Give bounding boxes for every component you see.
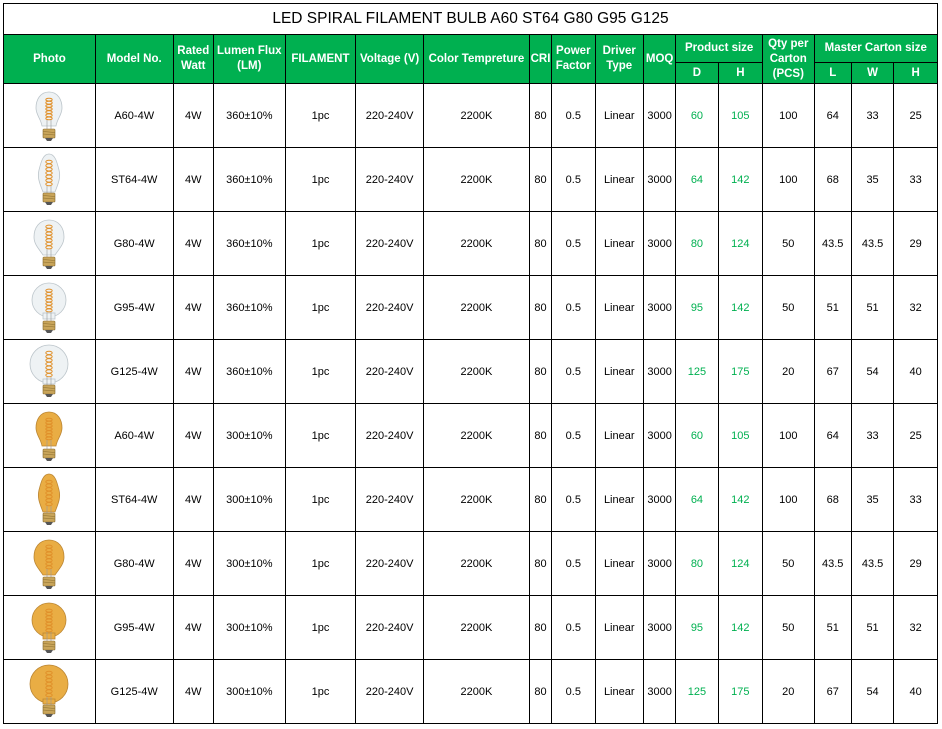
watt-cell: 4W: [173, 148, 213, 212]
moq-cell: 3000: [643, 84, 675, 148]
header-product-h: H: [718, 63, 762, 84]
qty-cell: 100: [763, 148, 814, 212]
product-h-cell: 142: [718, 276, 762, 340]
filament-cell: 1pc: [285, 276, 356, 340]
header-lumen: Lumen Flux (LM): [213, 35, 285, 84]
carton-h-cell: 40: [894, 340, 938, 404]
model-cell: A60-4W: [95, 404, 173, 468]
voltage-cell: 220-240V: [356, 660, 424, 724]
voltage-cell: 220-240V: [356, 148, 424, 212]
carton-h-cell: 32: [894, 276, 938, 340]
watt-cell: 4W: [173, 84, 213, 148]
driver-type-cell: Linear: [595, 660, 643, 724]
qty-cell: 20: [763, 660, 814, 724]
bulb-photo-icon: [26, 472, 72, 528]
moq-cell: 3000: [643, 276, 675, 340]
carton-l-cell: 51: [814, 276, 851, 340]
carton-w-cell: 43.5: [851, 532, 893, 596]
color-temp-cell: 2200K: [423, 212, 529, 276]
spec-table: [3, 3, 938, 724]
color-temp-cell: 2200K: [423, 468, 529, 532]
bulb-photo-icon: [26, 216, 72, 272]
lumen-cell: 300±10%: [213, 404, 285, 468]
qty-cell: 50: [763, 532, 814, 596]
lumen-cell: 360±10%: [213, 340, 285, 404]
photo-cell: [4, 148, 96, 212]
bulb-photo-icon: [26, 344, 72, 400]
model-cell: ST64-4W: [95, 148, 173, 212]
model-cell: A60-4W: [95, 84, 173, 148]
product-h-cell: 142: [718, 596, 762, 660]
bulb-photo-icon: [26, 152, 72, 208]
cri-cell: 80: [529, 276, 551, 340]
product-h-cell: 124: [718, 532, 762, 596]
qty-cell: 50: [763, 212, 814, 276]
qty-cell: 100: [763, 468, 814, 532]
product-h-cell: 105: [718, 84, 762, 148]
watt-cell: 4W: [173, 212, 213, 276]
voltage-cell: 220-240V: [356, 404, 424, 468]
cri-cell: 80: [529, 660, 551, 724]
carton-l-cell: 51: [814, 596, 851, 660]
color-temp-cell: 2200K: [423, 276, 529, 340]
carton-l-cell: 43.5: [814, 532, 851, 596]
product-d-cell: 80: [676, 212, 718, 276]
power-factor-cell: 0.5: [552, 340, 595, 404]
cri-cell: 80: [529, 404, 551, 468]
cri-cell: 80: [529, 84, 551, 148]
filament-cell: 1pc: [285, 148, 356, 212]
cri-cell: 80: [529, 148, 551, 212]
driver-type-cell: Linear: [595, 212, 643, 276]
product-d-cell: 80: [676, 532, 718, 596]
filament-cell: 1pc: [285, 660, 356, 724]
bulb-photo-icon: [26, 408, 72, 464]
header-carton-h: H: [894, 63, 938, 84]
qty-cell: 100: [763, 84, 814, 148]
header-color-temp: Color Tempreture: [423, 35, 529, 84]
bulb-photo-icon: [26, 88, 72, 144]
product-h-cell: 175: [718, 340, 762, 404]
header-product-size: Product size: [676, 35, 763, 63]
power-factor-cell: 0.5: [552, 596, 595, 660]
header-qty-per-carton: Qty per Carton (PCS): [763, 35, 814, 84]
voltage-cell: 220-240V: [356, 276, 424, 340]
product-h-cell: 105: [718, 404, 762, 468]
table-row: [4, 84, 938, 148]
model-cell: G80-4W: [95, 532, 173, 596]
model-cell: ST64-4W: [95, 468, 173, 532]
qty-cell: 50: [763, 276, 814, 340]
lumen-cell: 360±10%: [213, 84, 285, 148]
photo-cell: [4, 660, 96, 724]
photo-cell: [4, 84, 96, 148]
photo-cell: [4, 532, 96, 596]
voltage-cell: 220-240V: [356, 212, 424, 276]
filament-cell: 1pc: [285, 404, 356, 468]
cri-cell: 80: [529, 340, 551, 404]
power-factor-cell: 0.5: [552, 468, 595, 532]
carton-h-cell: 33: [894, 148, 938, 212]
model-cell: G80-4W: [95, 212, 173, 276]
carton-w-cell: 35: [851, 148, 893, 212]
carton-l-cell: 43.5: [814, 212, 851, 276]
carton-w-cell: 35: [851, 468, 893, 532]
driver-type-cell: Linear: [595, 148, 643, 212]
spec-sheet: [3, 3, 938, 724]
moq-cell: 3000: [643, 404, 675, 468]
watt-cell: 4W: [173, 276, 213, 340]
model-cell: G95-4W: [95, 596, 173, 660]
power-factor-cell: 0.5: [552, 84, 595, 148]
header-power-factor: Power Factor: [552, 35, 595, 84]
moq-cell: 3000: [643, 340, 675, 404]
filament-cell: 1pc: [285, 596, 356, 660]
photo-cell: [4, 340, 96, 404]
driver-type-cell: Linear: [595, 468, 643, 532]
color-temp-cell: 2200K: [423, 84, 529, 148]
color-temp-cell: 2200K: [423, 148, 529, 212]
driver-type-cell: Linear: [595, 276, 643, 340]
table-row: [4, 212, 938, 276]
cri-cell: 80: [529, 212, 551, 276]
filament-cell: 1pc: [285, 212, 356, 276]
product-d-cell: 125: [676, 340, 718, 404]
lumen-cell: 360±10%: [213, 276, 285, 340]
voltage-cell: 220-240V: [356, 340, 424, 404]
cri-cell: 80: [529, 596, 551, 660]
voltage-cell: 220-240V: [356, 468, 424, 532]
header-cri: CRI: [529, 35, 551, 84]
header-watt: Rated Watt: [173, 35, 213, 84]
power-factor-cell: 0.5: [552, 404, 595, 468]
carton-l-cell: 64: [814, 84, 851, 148]
lumen-cell: 300±10%: [213, 596, 285, 660]
table-row: [4, 276, 938, 340]
moq-cell: 3000: [643, 212, 675, 276]
power-factor-cell: 0.5: [552, 212, 595, 276]
product-h-cell: 124: [718, 212, 762, 276]
carton-w-cell: 51: [851, 276, 893, 340]
power-factor-cell: 0.5: [552, 532, 595, 596]
photo-cell: [4, 468, 96, 532]
cri-cell: 80: [529, 468, 551, 532]
product-d-cell: 64: [676, 148, 718, 212]
lumen-cell: 300±10%: [213, 468, 285, 532]
carton-l-cell: 64: [814, 404, 851, 468]
voltage-cell: 220-240V: [356, 532, 424, 596]
cri-cell: 80: [529, 532, 551, 596]
driver-type-cell: Linear: [595, 340, 643, 404]
watt-cell: 4W: [173, 468, 213, 532]
table-row: [4, 660, 938, 724]
filament-cell: 1pc: [285, 340, 356, 404]
power-factor-cell: 0.5: [552, 148, 595, 212]
table-row: [4, 148, 938, 212]
filament-cell: 1pc: [285, 532, 356, 596]
moq-cell: 3000: [643, 148, 675, 212]
driver-type-cell: Linear: [595, 84, 643, 148]
filament-cell: 1pc: [285, 468, 356, 532]
product-d-cell: 125: [676, 660, 718, 724]
product-d-cell: 95: [676, 276, 718, 340]
qty-cell: 20: [763, 340, 814, 404]
header-photo: Photo: [4, 35, 96, 84]
carton-h-cell: 29: [894, 532, 938, 596]
table-row: [4, 532, 938, 596]
model-cell: G125-4W: [95, 660, 173, 724]
carton-w-cell: 33: [851, 84, 893, 148]
color-temp-cell: 2200K: [423, 596, 529, 660]
qty-cell: 50: [763, 596, 814, 660]
photo-cell: [4, 212, 96, 276]
bulb-photo-icon: [26, 536, 72, 592]
watt-cell: 4W: [173, 532, 213, 596]
product-h-cell: 142: [718, 468, 762, 532]
carton-h-cell: 29: [894, 212, 938, 276]
power-factor-cell: 0.5: [552, 276, 595, 340]
table-body: [4, 84, 938, 724]
product-h-cell: 175: [718, 660, 762, 724]
carton-w-cell: 54: [851, 340, 893, 404]
carton-w-cell: 33: [851, 404, 893, 468]
table-row: [4, 596, 938, 660]
header-carton-w: W: [851, 63, 893, 84]
color-temp-cell: 2200K: [423, 532, 529, 596]
carton-h-cell: 25: [894, 404, 938, 468]
model-cell: G125-4W: [95, 340, 173, 404]
carton-h-cell: 32: [894, 596, 938, 660]
photo-cell: [4, 404, 96, 468]
lumen-cell: 300±10%: [213, 660, 285, 724]
carton-h-cell: 25: [894, 84, 938, 148]
voltage-cell: 220-240V: [356, 84, 424, 148]
bulb-photo-icon: [26, 280, 72, 336]
moq-cell: 3000: [643, 596, 675, 660]
qty-cell: 100: [763, 404, 814, 468]
carton-w-cell: 43.5: [851, 212, 893, 276]
lumen-cell: 360±10%: [213, 212, 285, 276]
voltage-cell: 220-240V: [356, 596, 424, 660]
header-driver-type: Driver Type: [595, 35, 643, 84]
photo-cell: [4, 276, 96, 340]
header-moq: MOQ: [643, 35, 675, 84]
moq-cell: 3000: [643, 660, 675, 724]
carton-h-cell: 40: [894, 660, 938, 724]
carton-w-cell: 51: [851, 596, 893, 660]
table-row: [4, 468, 938, 532]
watt-cell: 4W: [173, 660, 213, 724]
product-d-cell: 95: [676, 596, 718, 660]
filament-cell: 1pc: [285, 84, 356, 148]
photo-cell: [4, 596, 96, 660]
color-temp-cell: 2200K: [423, 404, 529, 468]
bulb-photo-icon: [26, 664, 72, 720]
moq-cell: 3000: [643, 468, 675, 532]
moq-cell: 3000: [643, 532, 675, 596]
header-master-carton: Master Carton size: [814, 35, 937, 63]
watt-cell: 4W: [173, 340, 213, 404]
bulb-photo-icon: [26, 600, 72, 656]
product-d-cell: 60: [676, 404, 718, 468]
carton-l-cell: 67: [814, 340, 851, 404]
watt-cell: 4W: [173, 596, 213, 660]
color-temp-cell: 2200K: [423, 340, 529, 404]
header-carton-l: L: [814, 63, 851, 84]
carton-h-cell: 33: [894, 468, 938, 532]
header-product-d: D: [676, 63, 718, 84]
carton-l-cell: 68: [814, 148, 851, 212]
driver-type-cell: Linear: [595, 404, 643, 468]
header-model: Model No.: [95, 35, 173, 84]
table-row: [4, 340, 938, 404]
header-filament: FILAMENT: [285, 35, 356, 84]
carton-l-cell: 67: [814, 660, 851, 724]
carton-l-cell: 68: [814, 468, 851, 532]
lumen-cell: 360±10%: [213, 148, 285, 212]
table-title: LED SPIRAL FILAMENT BULB A60 ST64 G80 G95 G125: [4, 4, 938, 35]
driver-type-cell: Linear: [595, 596, 643, 660]
header-voltage: Voltage (V): [356, 35, 424, 84]
driver-type-cell: Linear: [595, 532, 643, 596]
model-cell: G95-4W: [95, 276, 173, 340]
color-temp-cell: 2200K: [423, 660, 529, 724]
watt-cell: 4W: [173, 404, 213, 468]
product-h-cell: 142: [718, 148, 762, 212]
power-factor-cell: 0.5: [552, 660, 595, 724]
table-row: [4, 404, 938, 468]
carton-w-cell: 54: [851, 660, 893, 724]
product-d-cell: 60: [676, 84, 718, 148]
lumen-cell: 300±10%: [213, 532, 285, 596]
product-d-cell: 64: [676, 468, 718, 532]
